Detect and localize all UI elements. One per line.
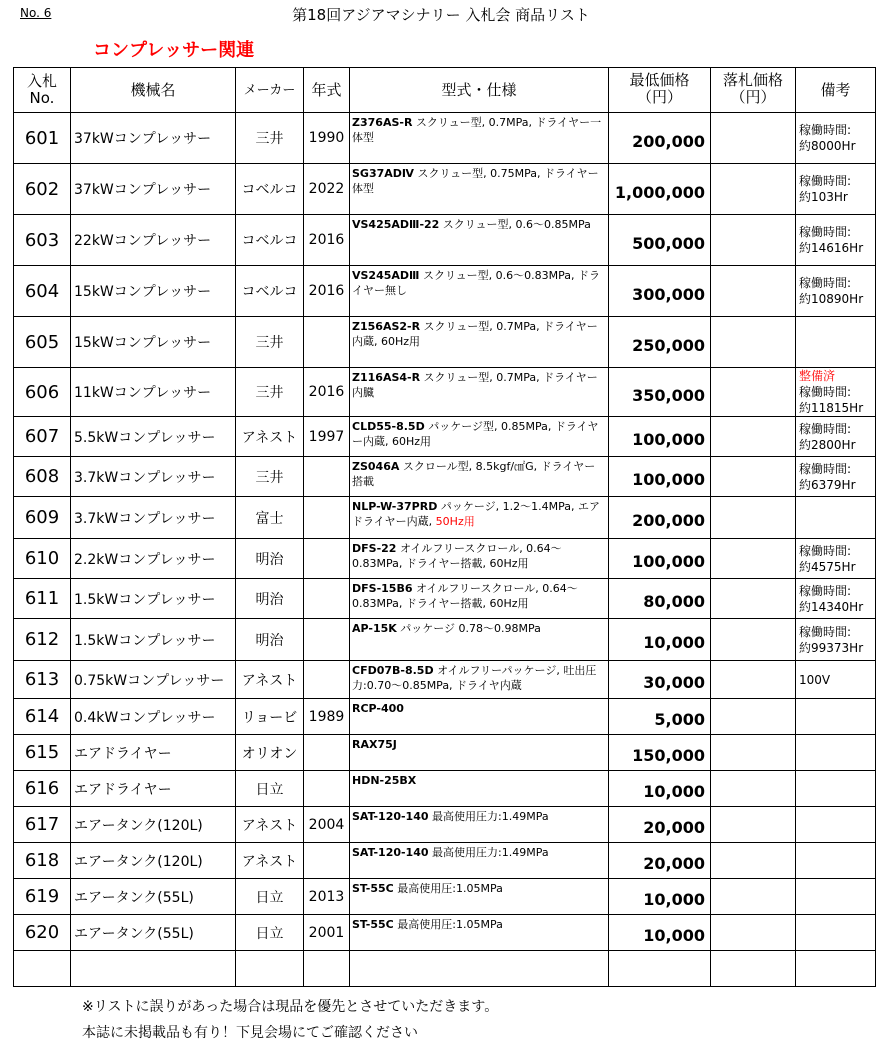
note-line2: 約4575Hr: [799, 559, 856, 574]
spec-text: 最高使用圧:1.05MPa: [393, 918, 503, 931]
note-line1: 100V: [799, 672, 831, 687]
bid-price: [711, 699, 796, 735]
spec: [350, 807, 609, 843]
note: [796, 368, 876, 417]
model-year: 2016: [304, 215, 350, 266]
min-price: 100,000: [609, 417, 711, 457]
model-year: [304, 951, 350, 987]
section-title: コンプレッサー関連: [93, 40, 255, 61]
spec: [350, 843, 609, 879]
bid-price: [711, 164, 796, 215]
spec: [350, 317, 609, 368]
maker: コベルコ: [236, 215, 304, 266]
table-row: [14, 619, 876, 661]
note-line2: 約10890Hr: [799, 292, 864, 306]
spec: [350, 735, 609, 771]
model-year: [304, 619, 350, 661]
min-price: 20,000: [609, 843, 711, 879]
model-number: ST-55C: [352, 918, 394, 931]
spec: [350, 661, 609, 699]
note: [796, 417, 876, 457]
spec-text: スクリュー型, 0.75MPa, ドライヤー体型: [352, 167, 599, 195]
note-line1: 稼働時間:: [799, 624, 852, 639]
machine-name: 1.5kWコンプレッサー: [71, 579, 236, 619]
model-number: SAT-120-140: [352, 846, 429, 859]
maker: オリオン: [236, 735, 304, 771]
note-line2: 約99373Hr: [799, 640, 864, 655]
maker: 明治: [236, 539, 304, 579]
bid-number: 617: [14, 807, 71, 843]
spec-text: スクリュー型, 0.7MPa, ドライヤー内臓: [352, 371, 598, 399]
machine-name: 3.7kWコンプレッサー: [71, 497, 236, 539]
bid-price: [711, 619, 796, 661]
note-line2: 約103Hr: [799, 190, 848, 204]
min-price: 250,000: [609, 317, 711, 368]
note: [796, 457, 876, 497]
maker: リョービ: [236, 699, 304, 735]
bid-number: 611: [14, 579, 71, 619]
note: [796, 317, 876, 368]
footer-preview-note: 本誌に未掲載品も有り！下見会場にてご確認ください: [82, 1025, 418, 1041]
model-number: DFS-22: [352, 542, 397, 555]
bid-number: 608: [14, 457, 71, 497]
table-row: [14, 113, 876, 164]
spec-text: オイルフリースクロール, 0.64～0.83MPa, ドライヤー搭載, 60Hz用: [352, 542, 562, 570]
maker: 三井: [236, 113, 304, 164]
model-number: AP-15K: [352, 622, 397, 635]
note: [796, 579, 876, 619]
maker: 三井: [236, 368, 304, 417]
model-number: CFD07B-8.5D: [352, 664, 434, 677]
note: [796, 699, 876, 735]
spec: [350, 771, 609, 807]
model-number: ZS046A: [352, 460, 400, 473]
model-number: SAT-120-140: [352, 810, 429, 823]
spec: [350, 951, 609, 987]
model-number: SG37ADⅣ: [352, 167, 414, 180]
spec-text: パッケージ型, 0.85MPa, ドライヤー内蔵, 60Hz用: [352, 420, 599, 448]
note-line1: 稼働時間:: [799, 385, 852, 399]
spec: [350, 497, 609, 539]
header-bid-no: 入札 No.: [14, 68, 71, 113]
note-line2: 約14340Hr: [799, 599, 864, 614]
min-price: 200,000: [609, 113, 711, 164]
note: [796, 661, 876, 699]
maker: アネスト: [236, 417, 304, 457]
bid-price: [711, 317, 796, 368]
spec-text: パッケージ 0.78～0.98MPa: [396, 622, 541, 635]
bid-price: [711, 457, 796, 497]
model-year: 2016: [304, 368, 350, 417]
min-price: 300,000: [609, 266, 711, 317]
table-row: [14, 164, 876, 215]
spec-text: スクリュー型, 0.7MPa, ドライヤー一体型: [352, 116, 602, 144]
model-number: RAX75J: [352, 738, 397, 751]
model-year: 2016: [304, 266, 350, 317]
min-price: 1,000,000: [609, 164, 711, 215]
table-row: [14, 539, 876, 579]
spec-text: スクリュー型, 0.6～0.83MPa, ドライヤー無し: [352, 269, 600, 297]
table-row: [14, 915, 876, 951]
maker: アネスト: [236, 807, 304, 843]
table-row: [14, 497, 876, 539]
bid-price: [711, 497, 796, 539]
spec: [350, 579, 609, 619]
note: [796, 113, 876, 164]
bid-number: 615: [14, 735, 71, 771]
bid-price: [711, 539, 796, 579]
model-year: [304, 771, 350, 807]
model-year: 2004: [304, 807, 350, 843]
spec-text: スクリュー型, 0.6～0.85MPa: [439, 218, 591, 231]
model-number: Z156AS2-R: [352, 320, 421, 333]
maker: [236, 951, 304, 987]
header-row: [14, 68, 876, 113]
spec-text: スクロール型, 8.5kgf/㎠G, ドライヤー搭載: [352, 460, 596, 488]
model-year: [304, 579, 350, 619]
machine-name: エアータンク(120L): [71, 807, 236, 843]
min-price: 10,000: [609, 915, 711, 951]
machine-name: エアータンク(120L): [71, 843, 236, 879]
machine-name: 1.5kWコンプレッサー: [71, 619, 236, 661]
note: [796, 807, 876, 843]
model-year: 2022: [304, 164, 350, 215]
machine-name: 0.4kWコンプレッサー: [71, 699, 236, 735]
min-price: 10,000: [609, 771, 711, 807]
header-note: 備考: [796, 68, 876, 113]
note-line2: 約8000Hr: [799, 139, 856, 153]
machine-name: エアドライヤー: [71, 735, 236, 771]
min-price: 30,000: [609, 661, 711, 699]
page-number: No. 6: [20, 6, 52, 20]
bid-number: 610: [14, 539, 71, 579]
min-price: [609, 951, 711, 987]
spec: [350, 215, 609, 266]
bid-price: [711, 368, 796, 417]
spec-text: オイルフリースクロール, 0.64～0.83MPa, ドライヤー搭載, 60Hz用: [352, 582, 578, 610]
model-year: [304, 735, 350, 771]
note-line1: 稼働時間:: [799, 543, 852, 558]
spec-text: スクリュー型, 0.7MPa, ドライヤー内蔵, 60Hz用: [352, 320, 598, 348]
machine-name: エアータンク(55L): [71, 879, 236, 915]
maker: 富士: [236, 497, 304, 539]
header-year: 年式: [304, 68, 350, 113]
model-number: HDN-25BX: [352, 774, 417, 787]
bid-price: [711, 771, 796, 807]
note: [796, 497, 876, 539]
table-row: [14, 807, 876, 843]
note: [796, 879, 876, 915]
model-number: Z116AS4-R: [352, 371, 421, 384]
model-number: Z376AS-R: [352, 116, 413, 129]
note: [796, 164, 876, 215]
min-price: 150,000: [609, 735, 711, 771]
note: [796, 915, 876, 951]
spec-text: 最高使用圧力:1.49MPa: [428, 810, 549, 823]
note: [796, 215, 876, 266]
min-price: 500,000: [609, 215, 711, 266]
bid-price: [711, 843, 796, 879]
spec-highlight: 50Hz用: [435, 515, 475, 528]
bid-price: [711, 915, 796, 951]
note: [796, 843, 876, 879]
note: [796, 539, 876, 579]
min-price: 100,000: [609, 539, 711, 579]
spec: [350, 879, 609, 915]
bid-number: 606: [14, 368, 71, 417]
machine-name: 0.75kWコンプレッサー: [71, 661, 236, 699]
maker: 日立: [236, 771, 304, 807]
bid-number: 609: [14, 497, 71, 539]
machine-name: エアータンク(55L): [71, 915, 236, 951]
min-price: 10,000: [609, 619, 711, 661]
bid-number: 605: [14, 317, 71, 368]
bid-number: 607: [14, 417, 71, 457]
model-year: 2001: [304, 915, 350, 951]
min-price: 10,000: [609, 879, 711, 915]
note-line1: 稼働時間:: [799, 421, 852, 436]
note-line2: 約14616Hr: [799, 241, 864, 255]
table-row: [14, 368, 876, 417]
bid-price: [711, 807, 796, 843]
bid-number: 618: [14, 843, 71, 879]
min-price: 200,000: [609, 497, 711, 539]
bid-price: [711, 951, 796, 987]
note-line1: 稼働時間:: [799, 461, 852, 476]
bid-price: [711, 113, 796, 164]
model-number: CLD55-8.5D: [352, 420, 425, 433]
bid-number: 602: [14, 164, 71, 215]
bid-price: [711, 661, 796, 699]
model-year: [304, 843, 350, 879]
spec: [350, 368, 609, 417]
table-row: [14, 215, 876, 266]
note: [796, 771, 876, 807]
note: [796, 266, 876, 317]
model-number: NLP-W-37PRD: [352, 500, 438, 513]
bid-price: [711, 417, 796, 457]
note-status: 整備済: [799, 369, 836, 383]
note-line1: 稼働時間:: [799, 225, 852, 239]
min-price: 20,000: [609, 807, 711, 843]
machine-name: 5.5kWコンプレッサー: [71, 417, 236, 457]
machine-name: 3.7kWコンプレッサー: [71, 457, 236, 497]
model-year: [304, 317, 350, 368]
bid-price: [711, 879, 796, 915]
note-line2: 約2800Hr: [799, 437, 856, 452]
model-year: [304, 497, 350, 539]
model-year: 1989: [304, 699, 350, 735]
note-line1: 稼働時間:: [799, 276, 852, 290]
spec-text: パッケージ, 1.2～1.4MPa, エアドライヤー内蔵,: [352, 500, 600, 528]
table-row: [14, 317, 876, 368]
bid-price: [711, 579, 796, 619]
header-bid-price: 落札価格 （円）: [711, 68, 796, 113]
header-machine-name: 機械名: [71, 68, 236, 113]
maker: コベルコ: [236, 164, 304, 215]
spec-text: 最高使用圧:1.05MPa: [393, 882, 503, 895]
model-year: 2013: [304, 879, 350, 915]
note-line1: 稼働時間:: [799, 583, 852, 598]
product-list-table: [13, 67, 876, 987]
machine-name: 15kWコンプレッサー: [71, 266, 236, 317]
spec: [350, 539, 609, 579]
table-row: [14, 951, 876, 987]
table-row: [14, 699, 876, 735]
model-year: [304, 661, 350, 699]
maker: 明治: [236, 579, 304, 619]
model-number: ST-55C: [352, 882, 394, 895]
note-line1: 稼働時間:: [799, 174, 852, 188]
bid-price: [711, 735, 796, 771]
model-number: VS245ADⅢ: [352, 269, 420, 282]
maker: コベルコ: [236, 266, 304, 317]
bid-number: [14, 951, 71, 987]
bid-number: 603: [14, 215, 71, 266]
model-year: [304, 457, 350, 497]
machine-name: 2.2kWコンプレッサー: [71, 539, 236, 579]
table-row: [14, 417, 876, 457]
min-price: 100,000: [609, 457, 711, 497]
header-min-price: 最低価格 （円）: [609, 68, 711, 113]
machine-name: 37kWコンプレッサー: [71, 164, 236, 215]
bid-price: [711, 215, 796, 266]
table-row: [14, 457, 876, 497]
model-number: DFS-15B6: [352, 582, 413, 595]
bid-price: [711, 266, 796, 317]
table-row: [14, 843, 876, 879]
machine-name: [71, 951, 236, 987]
table-row: [14, 579, 876, 619]
maker: アネスト: [236, 661, 304, 699]
spec: [350, 417, 609, 457]
table-row: [14, 735, 876, 771]
table-row: [14, 661, 876, 699]
spec-text: 最高使用圧力:1.49MPa: [428, 846, 549, 859]
table-row: [14, 771, 876, 807]
note-line2: 約11815Hr: [799, 401, 864, 415]
spec: [350, 619, 609, 661]
model-year: 1997: [304, 417, 350, 457]
maker: 日立: [236, 915, 304, 951]
spec: [350, 113, 609, 164]
machine-name: 15kWコンプレッサー: [71, 317, 236, 368]
bid-number: 601: [14, 113, 71, 164]
spec: [350, 164, 609, 215]
spec-text: オイルフリーパッケージ, 吐出圧力:0.70～0.85MPa, ドライヤ内蔵: [352, 664, 597, 692]
bid-number: 620: [14, 915, 71, 951]
machine-name: 22kWコンプレッサー: [71, 215, 236, 266]
bid-number: 614: [14, 699, 71, 735]
maker: 日立: [236, 879, 304, 915]
min-price: 350,000: [609, 368, 711, 417]
machine-name: 37kWコンプレッサー: [71, 113, 236, 164]
bid-number: 616: [14, 771, 71, 807]
bid-number: 612: [14, 619, 71, 661]
note: [796, 735, 876, 771]
maker: アネスト: [236, 843, 304, 879]
model-number: VS425ADⅢ-22: [352, 218, 440, 231]
model-number: RCP-400: [352, 702, 404, 715]
note: [796, 619, 876, 661]
bid-number: 613: [14, 661, 71, 699]
bid-number: 619: [14, 879, 71, 915]
table-row: [14, 879, 876, 915]
note: [796, 951, 876, 987]
model-year: [304, 539, 350, 579]
note-line1: 稼働時間:: [799, 123, 852, 137]
min-price: 80,000: [609, 579, 711, 619]
bid-number: 604: [14, 266, 71, 317]
header-maker: メーカー: [236, 68, 304, 113]
spec: [350, 915, 609, 951]
header-spec: 型式・仕様: [350, 68, 609, 113]
note-line2: 約6379Hr: [799, 477, 856, 492]
maker: 三井: [236, 457, 304, 497]
spec: [350, 457, 609, 497]
table-row: [14, 266, 876, 317]
machine-name: 11kWコンプレッサー: [71, 368, 236, 417]
maker: 三井: [236, 317, 304, 368]
spec: [350, 699, 609, 735]
spec: [350, 266, 609, 317]
document-title: 第18回アジアマシナリー 入札会 商品リスト: [292, 6, 590, 24]
maker: 明治: [236, 619, 304, 661]
footer-notice: ※リストに誤りがあった場合は現品を優先とさせていただきます。: [82, 999, 499, 1015]
min-price: 5,000: [609, 699, 711, 735]
machine-name: エアドライヤー: [71, 771, 236, 807]
model-year: 1990: [304, 113, 350, 164]
